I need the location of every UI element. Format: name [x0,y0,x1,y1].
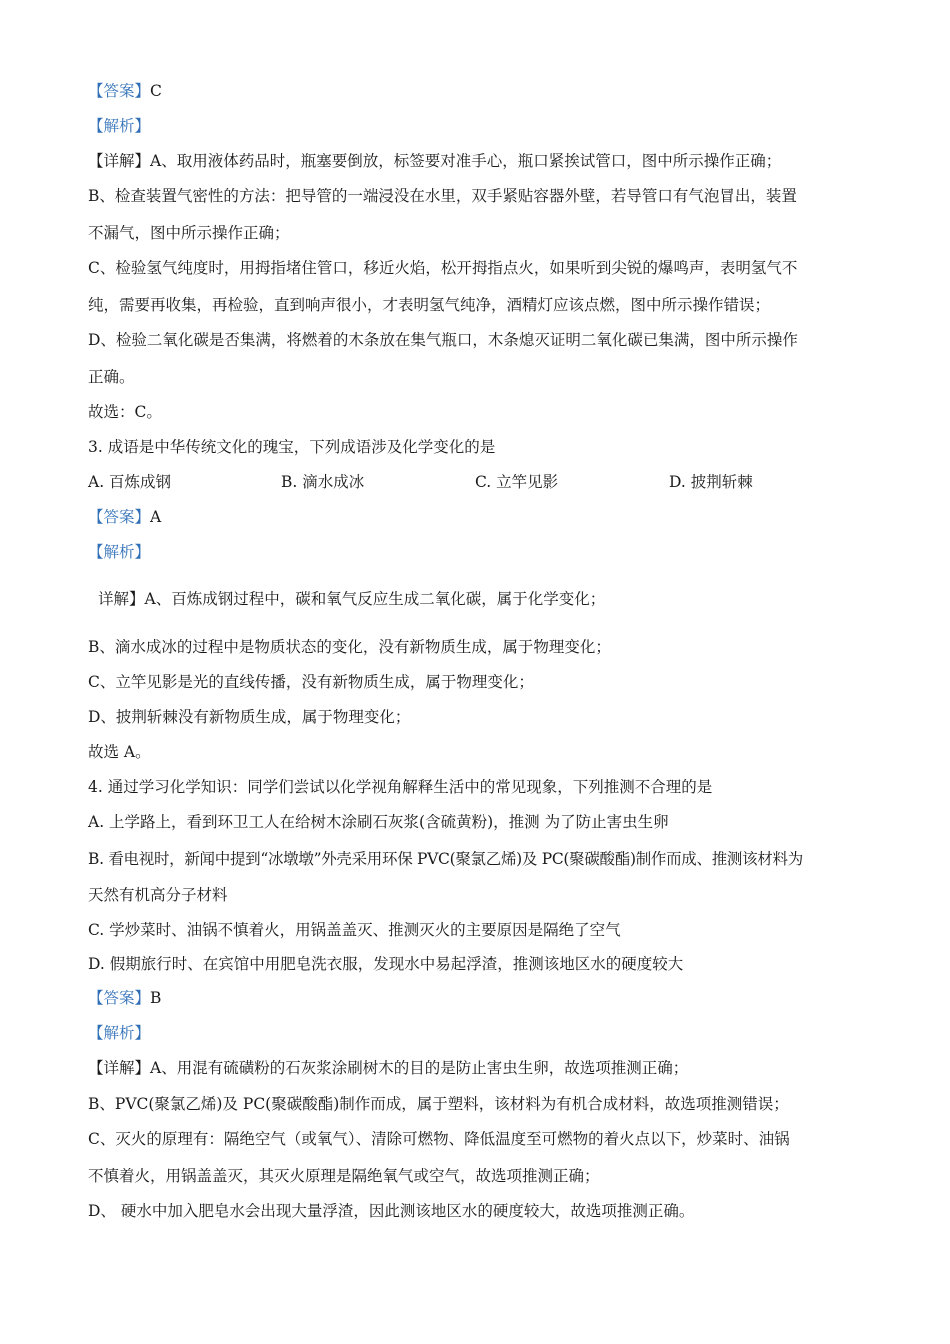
q2-detail-b1: B、检查装置气密性的方法：把导管的一端浸没在水里，双手紧贴容器外壁，若导管口有气泡冒出，装置 [88,187,797,205]
q4-question: 4. 通过学习化学知识：同学们尝试以化学视角解释生活中的常见现象，下列推测不合理的是 [88,778,713,796]
q2-detail-d2: 正确。 [88,368,135,386]
q3-detail-c: C、立竿见影是光的直线传播，没有新物质生成，属于物理变化； [88,673,534,691]
q2-answer [88,81,162,101]
q3-conclusion: 故选 A。 [88,743,151,761]
detail-tag: 【详解】 [88,152,151,170]
q3-option-d: D. 披荆斩棘 [669,473,753,491]
q2-detail-c1: C、检验氢气纯度时，用拇指堵住管口，移近火焰，松开拇指点火，如果听到尖锐的爆鸣声，表明氢气不 [88,259,798,277]
q3-option-c: C. 立竿见影 [475,473,559,491]
q3-answer [88,507,161,527]
detail-text: A、用混有硫磺粉的石灰浆涂刷树木的目的是防止害虫生卵，故选项推测正确； [150,1059,689,1077]
detail-tag: 【详解】 [88,1059,151,1077]
q2-detail-a [88,151,781,171]
q3-detail-b: B、滴水成冰的过程中是物质状态的变化，没有新物质生成，属于物理变化； [88,638,611,656]
q2-detail-d1: D、检验二氧化碳是否集满，将燃着的木条放在集气瓶口，木条熄灭证明二氧化碳已集满，图中所示操作 [88,331,798,349]
q4-option-b1: B. 看电视时，新闻中提到“冰墩墩”外壳采用环保 PVC(聚氯乙烯)及 PC(聚碳酸酯)制作而成、推测该材料为 [88,850,803,868]
q3-question: 3. 成语是中华传统文化的瑰宝，下列成语涉及化学变化的是 [88,438,496,456]
q4-option-d: D. 假期旅行时、在宾馆中用肥皂洗衣服，发现水中易起浮渣，推测该地区水的硬度较大 [88,955,684,973]
answer-tag: 【答案】 [88,989,151,1007]
q3-detail-d: D、披荆斩棘没有新物质生成，属于物理变化； [88,708,411,726]
q4-detail-b: B、PVC(聚氯乙烯)及 PC(聚碳酸酯)制作而成，属于塑料，该材料为有机合成材料，故选项推测错误； [88,1095,789,1113]
answer-tag: 【答案】 [88,82,151,100]
q4-analysis-tag: 【解析】 [88,1024,151,1042]
q4-detail-c1: C、灭火的原理有：隔绝空气（或氧气）、清除可燃物、降低温度至可燃物的着火点以下，炒菜时、油锅 [88,1130,790,1148]
answer-value: B [150,989,162,1007]
q4-detail-a [88,1058,688,1078]
q2-detail-b2: 不漏气，图中所示操作正确； [88,224,290,242]
q3-detail-a: 详解】A、百炼成钢过程中，碳和氧气反应生成二氧化碳，属于化学变化； [98,590,606,608]
answer-tag: 【答案】 [88,508,151,526]
q4-option-b2: 天然有机高分子材料 [88,886,228,904]
q4-option-a: A. 上学路上，看到环卫工人在给树木涂刷石灰浆(含硫黄粉)，推测 为了防止害虫生卵 [88,813,669,831]
q2-conclusion: 故选：C。 [88,403,162,421]
answer-value: A [150,508,162,526]
q3-analysis-tag: 【解析】 [88,543,151,561]
q4-answer [88,988,161,1008]
q3-option-a: A. 百炼成钢 [88,473,172,491]
q4-detail-c2: 不慎着火，用锅盖盖灭，其灭火原理是隔绝氧气或空气，故选项推测正确； [88,1167,600,1185]
q2-detail-c2: 纯，需要再收集，再检验，直到响声很小，才表明氢气纯净，酒精灯应该点燃，图中所示操作错误； [88,296,771,314]
q4-option-c: C. 学炒菜时、油锅不慎着火，用锅盖盖灭、推测灭火的主要原因是隔绝了空气 [88,921,621,939]
detail-text: A、取用液体药品时，瓶塞要倒放，标签要对准手心，瓶口紧挨试管口，图中所示操作正确； [150,152,782,170]
q4-detail-d: D、 硬水中加入肥皂水会出现大量浮渣，因此测该地区水的硬度较大，故选项推测正确。 [88,1202,695,1220]
q2-analysis-tag: 【解析】 [88,117,151,135]
answer-value: C [150,82,162,100]
q3-option-b: B. 滴水成冰 [281,473,365,491]
